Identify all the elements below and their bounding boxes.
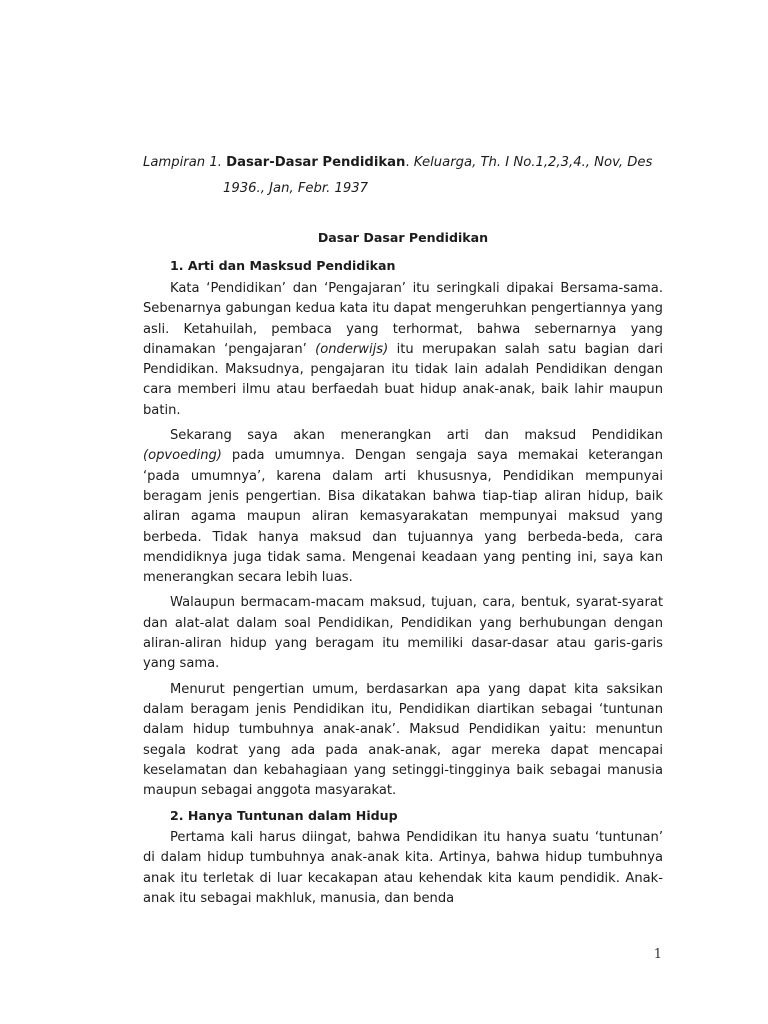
text-run: Sekarang saya akan menerangkan arti dan maksud Pendidikan <box>170 428 663 444</box>
text-run: pada umumnya. Dengan sengaja saya memakai keterangan ‘pada umumnya’, karena dalam arti khususnya, Pendidikan mempunyai beragam jenis pengertian. Bisa dikatakan bahwa tiap-tiap aliran hidup, baik aliran agama maupun aliran kemasyarakatan mempunyai maksud yang berbeda. Tidak hanya maksud dan tujuannya yang berbeda-beda, cara mendidiknya juga tidak sama. Mengenai keadaan yang penting ini, saya kan menerangkan secara lebih luas. <box>143 448 663 586</box>
reference-title-dot: . <box>405 155 410 170</box>
reference-line-2: 1936., Jan, Febr. 1937 <box>223 181 369 196</box>
appendix-reference <box>143 150 668 202</box>
reference-line-1 <box>143 150 668 176</box>
document-title: Dasar Dasar Pendidikan <box>317 230 489 245</box>
paragraph <box>143 426 663 588</box>
section-1-heading: 1. Arti dan Masksud Pendidikan <box>170 258 396 273</box>
section-1-body <box>143 279 663 806</box>
italic-term: (opvoeding) <box>143 448 222 464</box>
paragraph: Menurut pengertian umum, berdasarkan apa yang dapat kita saksikan dalam beragam jenis Pendidikan itu, Pendidikan diartikan sebagai ‘tuntunan dalam hidup tumbuhnya anak-anak’. Maksud Pendidikan yaitu: menuntun segala kodrat yang ada pada anak-anak, agar mereka dapat mencapai keselamatan dan kebahagiaan yang setinggi-tingginya baik sebagai manusia maupun sebagai anggota masyarakat. <box>143 681 663 799</box>
text-run: itu merupakan salah satu bagian dari Pendidikan. Maksudnya, pengajaran itu tidak lain adalah Pendidikan dengan cara memberi ilmu atau berfaedah buat hidup anak-anak, baik lahir maupun batin. <box>143 341 663 418</box>
reference-source: Keluarga, Th. I No.1,2,3,4., Nov, Des <box>409 155 653 170</box>
reference-title: Dasar-Dasar Pendidikan <box>226 155 406 170</box>
paragraph <box>143 279 663 421</box>
paragraph: Walaupun bermacam-macam maksud, tujuan, cara, bentuk, syarat-syarat dan alat-alat dalam soal Pendidikan, Pendidikan yang berhubungan dengan aliran-aliran hidup yang beragam itu memiliki dasar-dasar atau garis-garis yang sama. <box>143 595 663 672</box>
section-2-body <box>143 828 663 914</box>
italic-term: (onderwijs) <box>315 341 389 357</box>
appendix-label: Lampiran 1. <box>143 155 222 170</box>
text-run: Kata ‘Pendidikan’ dan ‘Pengajaran’ itu seringkali dipakai Bersama-sama. Sebenarnya gabungan kedua kata itu dapat mengeruhkan pengertiannya yang asli. Ketahuilah, pembaca yang terhormat, bahwa sebernarnya yang dinamakan ‘pengajaran’ <box>143 281 663 357</box>
paragraph: Pertama kali harus diingat, bahwa Pendidikan itu hanya suatu ‘tuntunan’ di dalam hidup tumbuhnya anak-anak kita. Artinya, bahwa hidup tumbuhnya anak itu terletak di luar kecakapan atau kehendak kita kaum pendidik. Anak-anak itu sebagai makhluk, manusia, dan benda <box>143 830 663 906</box>
page-number: 1 <box>653 947 662 962</box>
section-2-heading: 2. Hanya Tuntunan dalam Hidup <box>170 808 398 823</box>
